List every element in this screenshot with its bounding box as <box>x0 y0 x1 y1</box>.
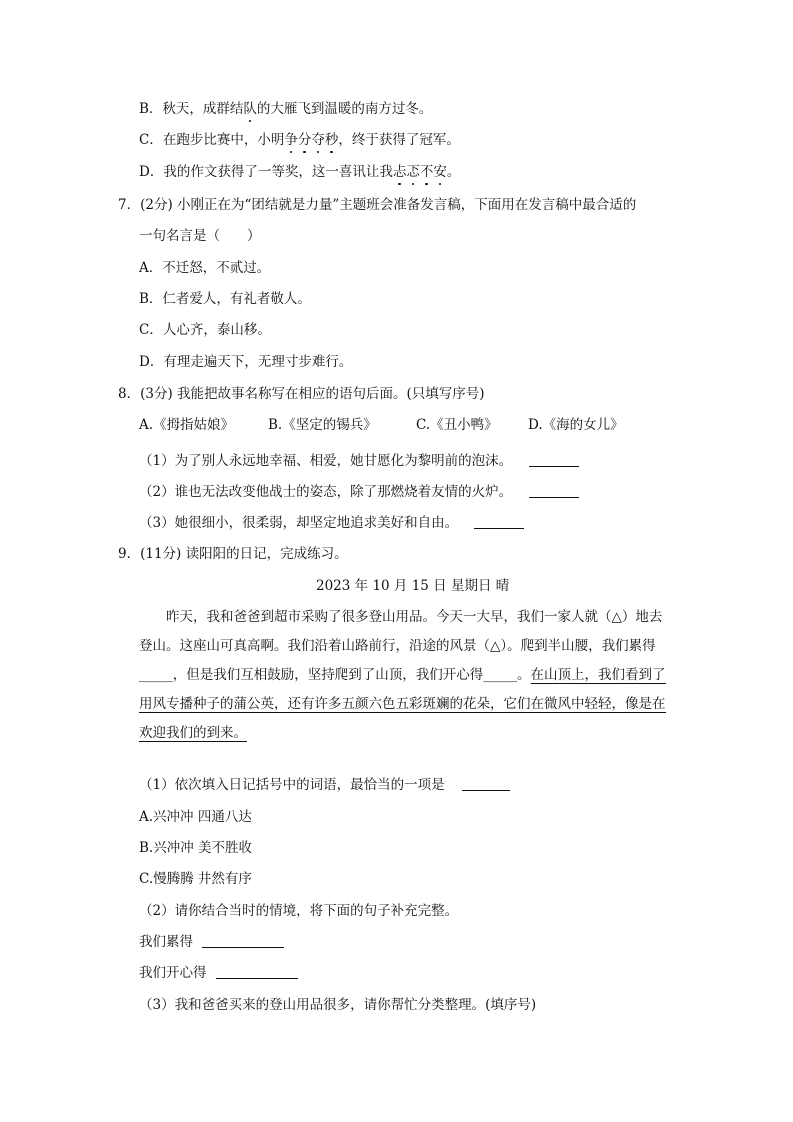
q8-choice-d: D.《海的女儿》 <box>528 417 624 433</box>
q8-stem: 8．(3分) 我能把故事名称写在相应的语句后面。(只填写序号) <box>118 386 485 402</box>
q9-sub2-answer-blank-2[interactable] <box>216 964 298 979</box>
q6-option-d: D．我的作文获得了一等奖，这一喜讯让我忐忑不安。 <box>139 164 461 180</box>
q7-stem-line1: 7．(2分) 小刚正在为“团结就是力量”主题班会准备发言稿，下面用在发言稿中最合适的 <box>118 197 637 213</box>
q7-option-c: C．人心齐，泰山移。 <box>139 322 271 338</box>
q8-item-1: （1）为了别人永远地幸福、相爱，她甘愿化为黎明前的泡沫。 <box>139 453 513 469</box>
q7-option-a: A．不迁怒，不贰过。 <box>139 260 271 276</box>
q7-stem-line2: 一句名言是（ ） <box>139 228 261 244</box>
q8-answer-blank-1[interactable] <box>529 452 579 467</box>
q9-sub2: （2）请你结合当时的情境，将下面的句子补充完整。 <box>139 903 459 919</box>
q8-item-2: （2）谁也无法改变他战士的姿态，除了那燃烧着友情的火炉。 <box>139 484 513 500</box>
q8-item-3: （3）她很细小，很柔弱，却坚定地追求美好和自由。 <box>139 515 459 531</box>
q9-sub3: （3）我和爸爸买来的登山用品很多，请你帮忙分类整理。(填序号) <box>139 997 537 1013</box>
q8-choice-b: B.《坚定的锡兵》 <box>268 417 377 433</box>
q9-sub2-line-1: 我们累得 <box>139 934 193 950</box>
q9-sub1-option-b: B.兴冲冲 美不胜收 <box>139 840 253 856</box>
q9-sub1: （1）依次填入日记括号中的词语，最恰当的一项是 <box>139 777 445 793</box>
q7-option-b: B．仁者爱人，有礼者敬人。 <box>139 291 311 307</box>
q6-option-b: B．秋天，成群结队的大雁飞到温暖的南方过冬。 <box>139 101 433 117</box>
q8-answer-blank-2[interactable] <box>529 483 579 498</box>
q8-answer-blank-3[interactable] <box>474 514 524 529</box>
q9-sub2-answer-blank-1[interactable] <box>202 933 284 948</box>
diary-underlined-sentence: 在山顶上，我们看到了用风专播种子的蒲公英，还有许多五颜六色五彩斑斓的花朵，它们在微风中轻轻，像是在欢迎我们的到来。 <box>139 667 666 741</box>
q6-option-c: C．在跑步比赛中，小明争分夺秒，终于获得了冠军。 <box>139 132 460 148</box>
diary-paragraph <box>139 603 675 748</box>
q8-choice-a: A.《拇指姑娘》 <box>139 417 235 433</box>
q9-sub1-option-a: A.兴冲冲 四通八达 <box>139 809 252 825</box>
q9-sub2-line-2: 我们开心得 <box>139 965 207 981</box>
q9-stem: 9．(11分) 读阳阳的日记，完成练习。 <box>118 546 348 562</box>
diary-text: 昨天，我和爸爸到超市采购了很多登山用品。今天一大早，我们一家人就（△）地去登山。这座山可真高啊。我们沿着山路前行，沿途的风景（△）。爬到半山腰，我们累得_____，但是我们互相鼓励，坚持爬到了山顶，我们开心得_____。 <box>139 609 663 683</box>
q9-sub1-answer-blank[interactable] <box>462 776 510 791</box>
diary-date: 2023 年 10 月 15 日 星期日 晴 <box>316 578 510 594</box>
q9-sub1-option-c: C.慢腾腾 井然有序 <box>139 871 252 887</box>
q7-option-d: D．有理走遍天下，无理寸步难行。 <box>139 354 353 370</box>
q8-choice-c: C.《丑小鸭》 <box>416 417 498 433</box>
